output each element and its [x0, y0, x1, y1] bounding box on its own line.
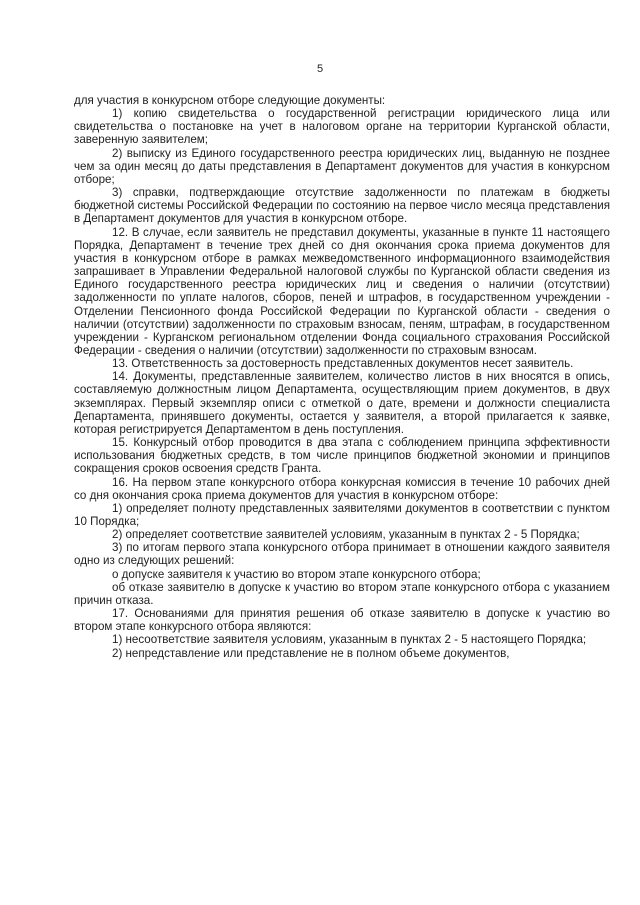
list-item: 2) непредставление или представление не в полном объеме документов, — [112, 646, 510, 660]
paragraph: 17. Основаниями для принятия решения об отказе заявителю в допуске к участию во втором этапе конкурсного отбора являются: — [74, 607, 610, 634]
document-body — [74, 94, 610, 660]
list-item: 3) справки, подтверждающие отсутствие задолженности по платежам в бюджеты бюджетной системы Российской Федерации по состоянию на первое число месяца представления в Департамент документов для участия в конкурсном отборе. — [74, 186, 610, 226]
page-number: 5 — [316, 63, 324, 75]
list-item: 1) копию свидетельства о государственной регистрации юридического лица или свидетельства о постановке на учет в налоговом органе на территории Курганской области, заверенную заявителем; — [74, 107, 610, 147]
list-item: о допуске заявителя к участию во втором этапе конкурсного отбора; — [112, 567, 481, 581]
list-item: 2) выписку из Единого государственного реестра юридических лиц, выданную не позднее чем за один месяц до даты представления в Департамент документов для участия в конкурсном отборе; — [74, 146, 610, 186]
paragraph: 13. Ответственность за достоверность представленных документов несет заявитель. — [112, 357, 574, 371]
paragraph: 14. Документы, представленные заявителем, количество листов в них вносятся в опись, составляемую должностным лицом Департамента, осуществляющим прием документов, в двух экземплярах. Первый экземпляр описи с отметкой о дате, времени и должности специалиста Департамента, принявшего документы, остается у заявителя, а второй прилагается к заявке, которая регистрируется Департаментом в день поступления. — [74, 370, 610, 436]
paragraph: для участия в конкурсном отборе следующие документы: — [74, 94, 386, 107]
list-item: об отказе заявителю в допуске к участию во втором этапе конкурсного отбора с указанием причин отказа. — [74, 580, 610, 607]
list-item: 1) определяет полноту представленных заявителями документов в соответствии с пунктом 10 Порядка; — [74, 501, 610, 528]
list-item: 2) определяет соответствие заявителей условиям, указанным в пунктах 2 - 5 Порядка; — [112, 528, 580, 542]
paragraph: 15. Конкурсный отбор проводится в два этапа с соблюдением принципа эффективности использования бюджетных средств, в том числе принципов бюджетной экономии и принципов сокращения сроков освоения средств Гранта. — [74, 436, 610, 476]
list-item: 1) несоответствие заявителя условиям, указанным в пунктах 2 - 5 настоящего Порядка; — [112, 633, 587, 647]
list-item: 3) по итогам первого этапа конкурсного отбора принимает в отношении каждого заявителя одно из следующих решений: — [74, 541, 610, 568]
paragraph: 12. В случае, если заявитель не представил документы, указанные в пункте 11 настоящего Порядка, Департамент в течение трех дней со дня окончания срока приема документов для участия в конкурсном отборе в рамках межведомственного информационного взаимодействия запрашивает в Управлении Федеральной налоговой службы по Курганской области сведения из Единого государственного реестра юридических лиц и сведения о наличии (отсутствии) задолженности по уплате налогов, сборов, пеней и штрафов, в государственном учреждении - Отделении Пенсионного фонда Российской Федерации по Курганской области - сведения о наличии (отсутствии) задолженности по страховым взносам, пеням, штрафам, в государственном учреждении - Курганском региональном отделении Фонда социального страхования Российской Федерации - сведения о наличии (отсутствии) задолженности по страховым взносам. — [74, 225, 610, 357]
paragraph: 16. На первом этапе конкурсного отбора конкурсная комиссия в течение 10 рабочих дней со дня окончания срока приема документов для участия в конкурсном отборе: — [74, 475, 610, 502]
